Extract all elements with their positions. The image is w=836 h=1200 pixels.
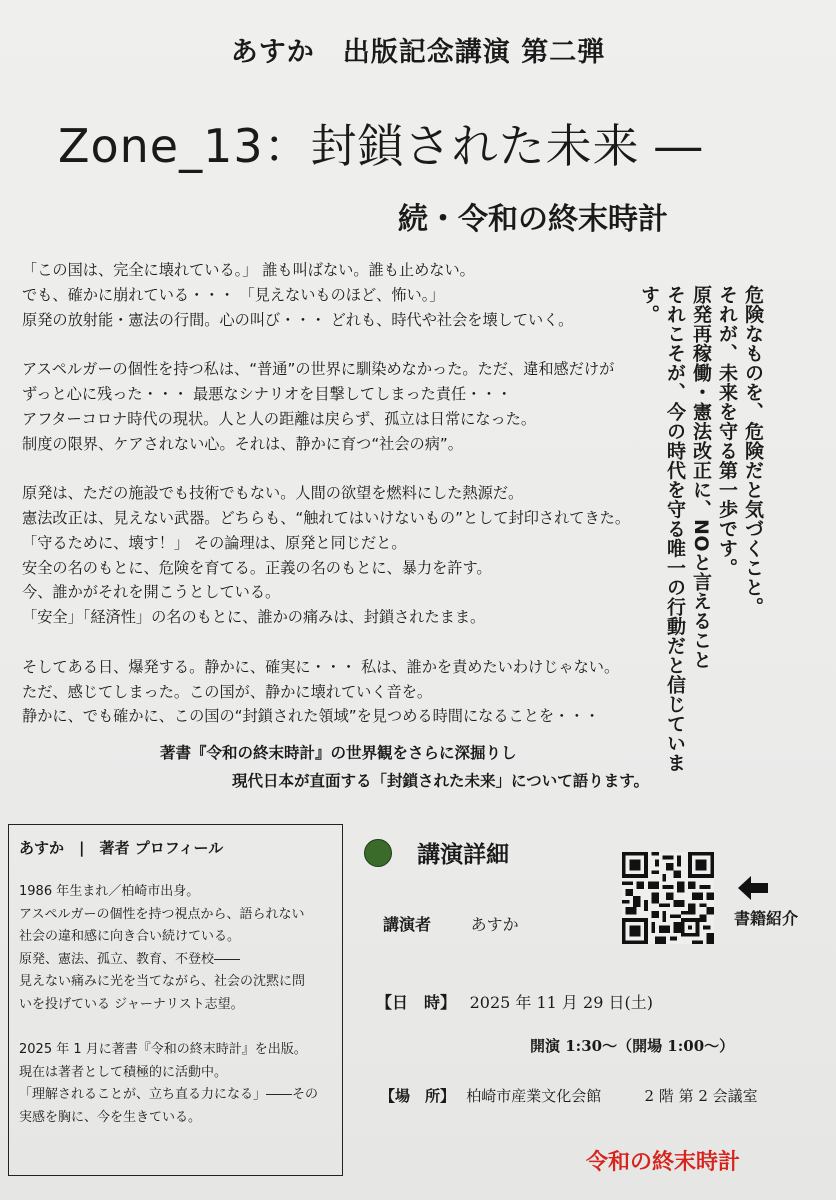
speaker-label: 講演者 xyxy=(383,915,432,934)
green-circle-icon xyxy=(364,839,392,867)
emphasis-line: 現代日本が直面する「封鎖された未来」について語ります。 xyxy=(232,772,649,790)
body-line: ただ、感じてしまった。この国が、静かに壊れていく音を。 xyxy=(22,682,433,701)
body-line: 安全の名のもとに、危険を育てる。正義の名のもとに、暴力を許す。 xyxy=(22,558,492,577)
profile-line: 「理解されることが、立ち直る力になる」――その xyxy=(19,1087,319,1103)
event-header: あすか 出版記念講演 第二弾 xyxy=(230,37,606,68)
time-value: 開演 1:30～（開場 1:00～） xyxy=(530,1037,735,1055)
sub-title: 続・令和の終末時計 xyxy=(398,202,668,237)
place-row xyxy=(380,1085,758,1106)
body-line: 原発の放射能・憲法の行間。心の叫び・・・ どれも、時代や社会を壊していく。 xyxy=(22,310,574,329)
room-value: 2 階 第 2 会議室 xyxy=(644,1087,758,1105)
qr-code-icon[interactable] xyxy=(622,852,714,944)
vertical-line: それこそが、今の時代を守る唯一の行動だと信じています。 xyxy=(638,285,686,773)
body-line: 憲法改正は、見えない武器。どちらも、“触れてはいけないもの”として封印されてきた。 xyxy=(22,508,631,527)
profile-line: いを投げている ジャーナリスト志望。 xyxy=(19,996,244,1012)
date-row xyxy=(376,990,653,1013)
book-title-red: 令和の終末時計 xyxy=(586,1150,741,1175)
details-title: 講演詳細 xyxy=(417,842,510,868)
profile-line: 1986 年生まれ／柏崎市出身。 xyxy=(19,884,200,899)
body-line: でも、確かに崩れている・・・ 「見えないものほど、怖い。」 xyxy=(22,285,445,304)
body-line: アフターコロナ時代の現状。人と人の距離は戻らず、孤立は日常になった。 xyxy=(22,409,537,428)
body-line: 「守るために、壊す！」 その論理は、原発と同じだと。 xyxy=(22,533,407,552)
date-value: 2025 年 11 月 29 日(土) xyxy=(469,993,653,1012)
author-profile-box xyxy=(8,824,343,1176)
emphasis-line: 著書『令和の終末時計』の世界観をさらに深掘りし xyxy=(160,744,517,762)
body-line: 「安全」「経済性」の名のもとに、誰かの痛みは、封鎖されたまま。 xyxy=(22,608,486,627)
profile-title: あすか | 著者 プロフィール xyxy=(19,839,224,857)
vertical-line: 危険なものを、危険だと気づくこと。 xyxy=(742,285,764,617)
book-intro-label: 書籍紹介 xyxy=(734,909,799,928)
paragraph xyxy=(22,655,672,729)
profile-line: 2025 年 1 月に著書『令和の終末時計』を出版。 xyxy=(19,1042,307,1058)
vertical-message xyxy=(636,285,766,785)
vertical-line: 原発再稼働・憲法改正に、NOと言えること xyxy=(690,285,712,670)
body-line: アスペルガーの個性を持つ私は、“普通”の世界に馴染めなかった。ただ、違和感だけが xyxy=(22,360,615,379)
details-heading xyxy=(364,836,509,869)
body-line: 制度の限界、ケアされない心。それは、静かに育つ“社会の病”。 xyxy=(22,434,463,453)
paragraph xyxy=(22,481,672,630)
vertical-line: それが、未来を守る第一歩です。 xyxy=(716,285,738,578)
speaker-row xyxy=(383,912,519,935)
main-title: Zone_13：封鎖された未来 ― xyxy=(58,119,703,173)
paragraph xyxy=(22,357,672,456)
profile-line: 社会の違和感に向き合い続けている。 xyxy=(19,929,241,945)
date-label: 【日 時】 xyxy=(376,993,457,1012)
place-label: 【場 所】 xyxy=(380,1087,456,1105)
profile-line: 現在は著者として積極的に活動中。 xyxy=(19,1064,228,1080)
profile-line: 原発、憲法、孤立、教育、不登校―― xyxy=(19,951,241,967)
body-line: ずっと心に残った・・・ 最悪なシナリオを目撃してしまった責任・・・ xyxy=(22,384,512,403)
body-line: 今、誰かがそれを開こうとしている。 xyxy=(22,583,281,602)
paragraph xyxy=(22,258,672,332)
body-line: 静かに、でも確かに、この国の“封鎖された領域”を見つめる時間になることを・・・ xyxy=(22,707,600,726)
profile-gap xyxy=(19,1017,339,1040)
speaker-name: あすか xyxy=(470,915,519,934)
body-line: 原発は、ただの施設でも技術でもない。人間の欲望を燃料にした熱源だ。 xyxy=(22,484,524,503)
body-line: 「この国は、完全に壊れている。」 誰も叫ばない。誰も止めない。 xyxy=(22,261,475,279)
body-text xyxy=(22,258,672,754)
body-line: そしてある日、爆発する。静かに、確実に・・・ 私は、誰かを責めたいわけじゃない。 xyxy=(22,657,620,676)
place-value: 柏崎市産業文化会館 xyxy=(466,1087,602,1105)
profile-body xyxy=(19,881,339,1130)
profile-line: 見えない痛みに光を当てながら、社会の沈黙に問 xyxy=(19,974,306,990)
profile-line: アスペルガーの個性を持つ視点から、語られない xyxy=(19,906,305,922)
profile-line: 実感を胸に、今を生きている。 xyxy=(19,1109,202,1125)
arrow-left-icon xyxy=(738,876,768,900)
